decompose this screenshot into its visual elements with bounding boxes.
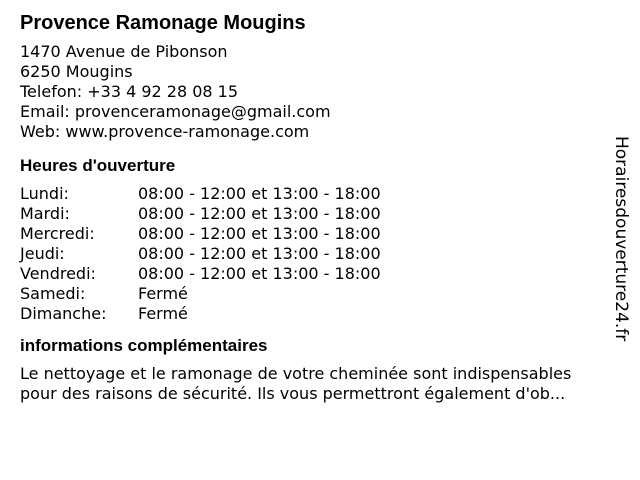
business-name: Provence Ramonage Mougins xyxy=(20,12,306,34)
opening-hours-table xyxy=(20,184,610,324)
hours-row-wednesday xyxy=(20,224,610,244)
day-label: Dimanche: xyxy=(20,304,107,323)
day-hours: 08:00 - 12:00 et 13:00 - 18:00 xyxy=(138,184,381,203)
website-link[interactable]: Web: www.provence-ramonage.com xyxy=(20,122,310,141)
contact-block xyxy=(20,42,610,142)
day-label: Samedi: xyxy=(20,284,86,303)
day-hours: 08:00 - 12:00 et 13:00 - 18:00 xyxy=(138,224,381,243)
email-address[interactable]: Email: provenceramonage@gmail.com xyxy=(20,102,331,121)
day-label: Jeudi: xyxy=(20,244,65,263)
hours-row-friday xyxy=(20,264,610,284)
hours-row-saturday xyxy=(20,284,610,304)
hours-row-tuesday xyxy=(20,204,610,224)
day-label: Mercredi: xyxy=(20,224,95,243)
day-hours: Fermé xyxy=(138,284,188,303)
day-hours: 08:00 - 12:00 et 13:00 - 18:00 xyxy=(138,204,381,223)
hours-row-monday xyxy=(20,184,610,204)
info-text-line: Le nettoyage et le ramonage de votre cheminée sont indispensables xyxy=(20,364,572,383)
day-label: Vendredi: xyxy=(20,264,96,283)
business-card xyxy=(20,10,610,404)
opening-hours-heading: Heures d'ouverture xyxy=(20,156,176,175)
additional-info-text xyxy=(20,364,610,404)
day-hours: 08:00 - 12:00 et 13:00 - 18:00 xyxy=(138,244,381,263)
day-hours: Fermé xyxy=(138,304,188,323)
address-street: 1470 Avenue de Pibonson xyxy=(20,42,228,61)
phone-number[interactable]: Telefon: +33 4 92 28 08 15 xyxy=(20,82,239,101)
additional-info-heading: informations complémentaires xyxy=(20,336,268,355)
hours-row-thursday xyxy=(20,244,610,264)
info-text-line: pour des raisons de sécurité. Ils vous permettront également d'ob... xyxy=(20,384,566,403)
watermark-text: Horairesdouverture24.fr xyxy=(611,136,631,342)
day-label: Mardi: xyxy=(20,204,70,223)
day-label: Lundi: xyxy=(20,184,69,203)
site-watermark xyxy=(604,133,638,345)
hours-row-sunday xyxy=(20,304,610,324)
day-hours: 08:00 - 12:00 et 13:00 - 18:00 xyxy=(138,264,381,283)
address-city: 6250 Mougins xyxy=(20,62,133,81)
